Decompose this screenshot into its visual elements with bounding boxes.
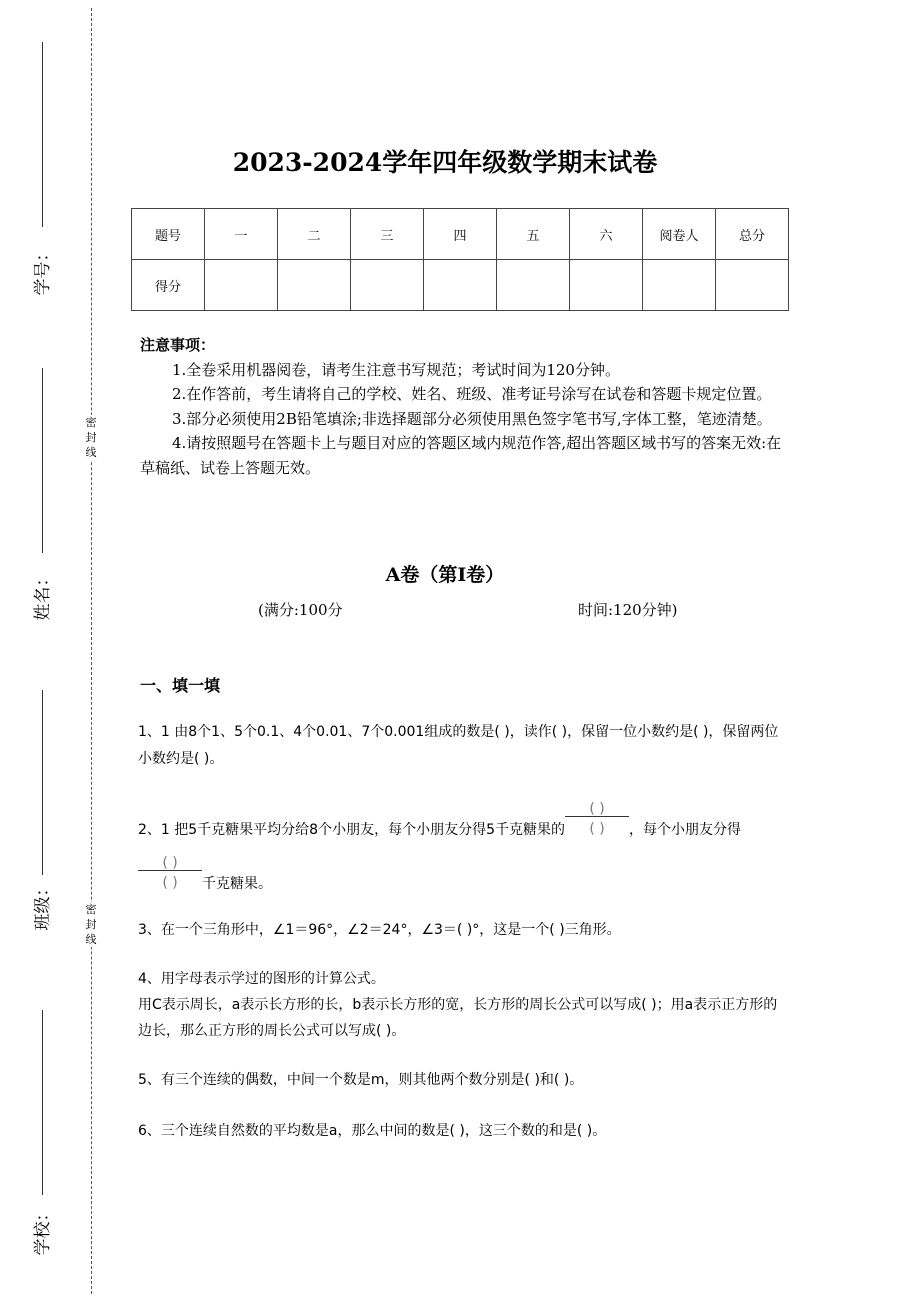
header-cell: 六	[570, 209, 643, 260]
header-cell: 四	[424, 209, 497, 260]
header-cell: 总分	[716, 209, 789, 260]
q4-intro: 4、用字母表示学过的图形的计算公式。	[138, 971, 385, 987]
note-item: 2.在作答前，考生请将自己的学校、姓名、班级、准考证号涂写在试卷和答题卡规定位置。	[172, 385, 772, 403]
seal-dashed-line	[91, 8, 92, 1294]
header-cell: 五	[497, 209, 570, 260]
score-cell[interactable]	[497, 260, 570, 311]
part-title: 一、填一填	[140, 676, 221, 695]
score-cell[interactable]	[278, 260, 351, 311]
note-item: 1.全卷采用机器阅卷，请考生注意书写规范；考试时间为120分钟。	[172, 360, 620, 379]
note-item: 4.请按照题号在答题卡上与题目对应的答题区域内规范作答,超出答题区域书写的答案无效:在草稿纸、试卷上答题无效。	[140, 434, 782, 477]
class-label: 班级：	[33, 879, 53, 931]
question-6: 6、三个连续自然数的平均数是a，那么中间的数是( )，这三个数的和是( )。	[138, 1123, 607, 1139]
q2-text: 千克糖果。	[202, 876, 272, 892]
question-5: 5、有三个连续的偶数，中间一个数是m，则其他两个数分别是( )和( )。	[138, 1072, 584, 1088]
seal-label: 密封线	[83, 902, 99, 947]
section-title: A卷（第I卷）	[385, 564, 505, 586]
score-cell[interactable]	[643, 260, 716, 311]
q4-body: 用C表示周长，a表示长方形的长，b表示长方形的宽，长方形的周长公式可以写成( )；用a表示正方形的边长，那么正方形的周长公式可以写成( )。	[138, 997, 778, 1039]
row-label: 得分	[132, 260, 205, 311]
name-line	[42, 368, 43, 553]
exam-time: 时间:120分钟)	[578, 601, 678, 619]
fraction-blank[interactable]	[138, 855, 202, 894]
numerator: ( )	[162, 855, 178, 871]
student-id-line	[42, 42, 43, 227]
full-score: (满分:100分	[258, 601, 343, 619]
score-cell[interactable]	[351, 260, 424, 311]
class-line	[42, 690, 43, 875]
q2-text: ，每个小朋友分得	[629, 822, 741, 838]
notes-heading: 注意事项：	[140, 336, 216, 354]
notes	[140, 333, 785, 480]
score-cell[interactable]	[424, 260, 497, 311]
school-line	[42, 1010, 43, 1195]
numerator: ( )	[589, 801, 605, 817]
score-table	[131, 208, 789, 311]
denominator: ( )	[589, 821, 605, 837]
question-2	[138, 801, 788, 898]
student-id-label: 学号：	[33, 244, 53, 296]
header-cell: 阅卷人	[643, 209, 716, 260]
note-item: 3.部分必须使用2B铅笔填涂;非选择题部分必须使用黑色签字笔书写,字体工整，笔迹清楚。	[172, 409, 772, 428]
question-3: 3、在一个三角形中，∠1＝96°，∠2＝24°，∠3＝( )°，这是一个( )三角形。	[138, 922, 621, 938]
table-row	[132, 209, 789, 260]
header-cell: 二	[278, 209, 351, 260]
header-cell: 一	[205, 209, 278, 260]
question-1: 1、1 由8个1、5个0.1、4个0.01、7个0.001组成的数是( )，读作( )，保留一位小数约是( )，保留两位小数约是( )。	[138, 724, 779, 767]
name-label: 姓名：	[33, 569, 53, 621]
score-cell[interactable]	[716, 260, 789, 311]
page-title: 2023-2024学年四年级数学期末试卷	[232, 148, 658, 177]
score-cell[interactable]	[205, 260, 278, 311]
header-cell: 三	[351, 209, 424, 260]
denominator: ( )	[162, 875, 178, 891]
school-label: 学校：	[33, 1204, 53, 1256]
header-cell: 题号	[132, 209, 205, 260]
question-4	[138, 966, 788, 1044]
table-row	[132, 260, 789, 311]
q2-text: 2、1 把5千克糖果平均分给8个小朋友，每个小朋友分得5千克糖果的	[138, 822, 565, 838]
seal-label: 密封线	[83, 415, 99, 460]
fraction-blank[interactable]	[565, 801, 629, 840]
score-cell[interactable]	[570, 260, 643, 311]
